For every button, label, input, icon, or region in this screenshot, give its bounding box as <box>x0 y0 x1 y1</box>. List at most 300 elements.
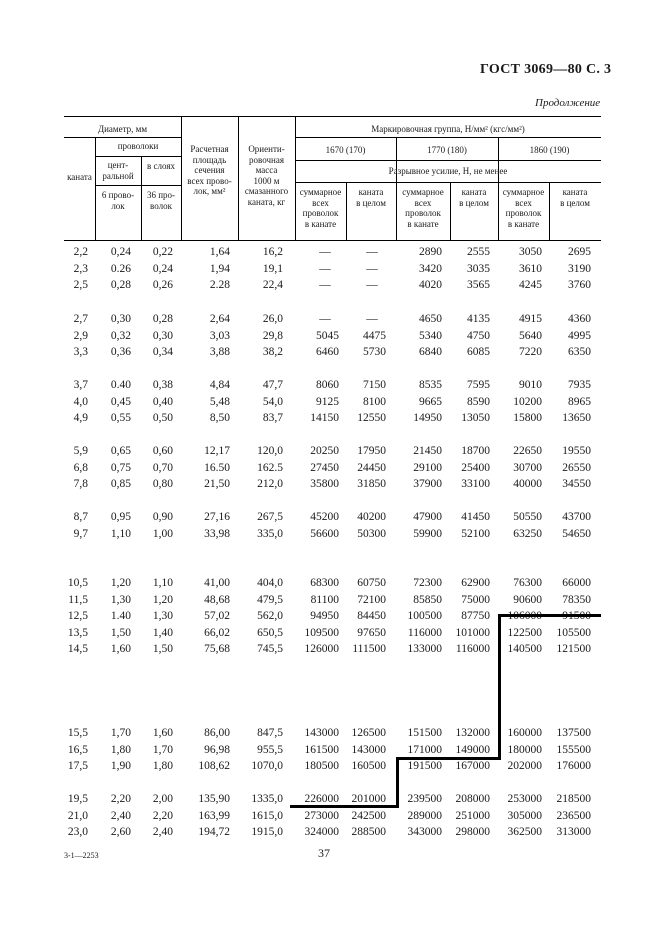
table-cell: 4475 <box>363 329 386 342</box>
table-cell: 15,5 <box>67 727 88 739</box>
table-cell: 62900 <box>461 577 490 589</box>
table-cell: 76300 <box>513 577 542 589</box>
table-cell: 75,68 <box>204 643 230 655</box>
table-cell: 2,5 <box>73 279 88 291</box>
table-cell: 16.50 <box>204 461 230 474</box>
table-cell: 143000 <box>304 727 339 739</box>
table-cell: 1915,0 <box>251 826 283 838</box>
table-cell: — <box>319 246 331 258</box>
table-cell: 288500 <box>351 826 386 838</box>
table-cell: 7220 <box>519 346 542 358</box>
table-cell: 6840 <box>419 346 442 358</box>
table-cell: 30700 <box>513 461 542 474</box>
table-cell: 29100 <box>413 461 442 474</box>
table-cell: 100500 <box>407 610 442 622</box>
table-cell: 135,90 <box>198 793 230 805</box>
table-cell: 105500 <box>556 626 591 639</box>
table-cell: 126000 <box>304 643 339 655</box>
table-cell: 20250 <box>310 445 339 457</box>
table-cell: 22,4 <box>262 279 283 291</box>
table-cell: 5640 <box>519 329 542 342</box>
table-cell: 16,2 <box>262 246 283 258</box>
table-cell: 8535 <box>419 379 442 391</box>
table-cell: 201000 <box>351 793 386 805</box>
table-cell: 1615,0 <box>251 809 283 822</box>
table-cell: 3565 <box>467 279 490 291</box>
table-cell: 2,40 <box>110 809 131 822</box>
table-cell: 1,60 <box>110 643 131 655</box>
header-diameter: Диаметр, мм <box>97 124 148 134</box>
table-cell: 24450 <box>357 461 386 474</box>
table-cell: — <box>319 313 331 325</box>
table-cell: 0,65 <box>110 445 131 457</box>
table-cell: 1,40 <box>152 626 173 639</box>
table-cell: 3190 <box>568 262 591 275</box>
table-cell: 85850 <box>413 593 442 606</box>
table-cell: 180000 <box>507 743 542 756</box>
table-cell: 47,7 <box>262 379 283 391</box>
header-six-wires: 6 прово- лок <box>101 190 135 211</box>
table-cell: 3050 <box>519 246 542 258</box>
table-cell: 4650 <box>419 313 442 325</box>
table-cell: 33,98 <box>204 527 230 540</box>
table-cell: 38,2 <box>262 346 283 358</box>
table-cell: 12550 <box>357 412 386 424</box>
table-cell: 0,26 <box>152 279 173 291</box>
table-cell: 8965 <box>568 395 591 408</box>
table-cell: 121500 <box>556 643 591 655</box>
table-cell: 1,80 <box>152 760 173 772</box>
table-cell: 18700 <box>461 445 490 457</box>
table-cell: 133000 <box>407 643 442 655</box>
table-cell: 15800 <box>513 412 542 424</box>
table-cell: 0,38 <box>152 379 173 391</box>
table-cell: 13650 <box>562 412 591 424</box>
table-cell: 3760 <box>568 279 591 291</box>
table-cell: 116000 <box>407 626 442 639</box>
header-rule <box>95 156 181 157</box>
header-divider <box>95 137 96 240</box>
table-cell: 5,9 <box>73 445 88 457</box>
header-central: цент- ральной <box>102 160 134 181</box>
table-cell: 48,68 <box>204 593 230 606</box>
table-cell: 650,5 <box>257 626 283 639</box>
table-cell: 2555 <box>467 246 490 258</box>
table-cell: 0,40 <box>152 395 173 408</box>
table-cell: 8100 <box>363 395 386 408</box>
table-cell: 149000 <box>455 743 490 756</box>
table-cell: 289000 <box>407 809 442 822</box>
table-cell: 1,10 <box>152 577 173 589</box>
table-cell: 4750 <box>467 329 490 342</box>
table-cell: 0,30 <box>110 313 131 325</box>
table-cell: 5340 <box>419 329 442 342</box>
table-cell: 3,03 <box>209 329 230 342</box>
table-cell: 26,0 <box>262 313 283 325</box>
table-cell: 2,20 <box>110 793 131 805</box>
table-cell: 5,48 <box>209 395 230 408</box>
table-cell: 54650 <box>562 527 591 540</box>
table-cell: 239500 <box>407 793 442 805</box>
table-cell: 0,80 <box>152 478 173 490</box>
table-cell: 562,0 <box>257 610 283 622</box>
table-cell: 63250 <box>513 527 542 540</box>
table-cell: 1,50 <box>110 626 131 639</box>
table-cell: 253000 <box>507 793 542 805</box>
table-cell: 57,02 <box>204 610 230 622</box>
table-cell: 7935 <box>568 379 591 391</box>
table-cell: 180500 <box>304 760 339 772</box>
table-cell: 155500 <box>556 743 591 756</box>
header-thirtysix-wires: 36 про- волок <box>146 190 176 211</box>
table-cell: 3420 <box>419 262 442 275</box>
table-cell: 226000 <box>304 793 339 805</box>
table-cell: 4,9 <box>73 412 88 424</box>
table-cell: 34550 <box>562 478 591 490</box>
table-cell: 1,94 <box>209 262 230 275</box>
header-rule <box>295 137 601 138</box>
table-cell: 45200 <box>310 511 339 523</box>
table-cell: 14150 <box>310 412 339 424</box>
page-number: 37 <box>318 846 330 860</box>
table-cell: 1,10 <box>110 527 131 540</box>
table-cell: 21,0 <box>67 809 88 822</box>
table-cell: 343000 <box>407 826 442 838</box>
header-rule <box>295 182 601 183</box>
table-cell: 0,22 <box>152 246 173 258</box>
table-cell: 11,5 <box>68 593 88 606</box>
table-cell: 0,32 <box>110 329 131 342</box>
boundary-segment <box>396 757 399 807</box>
table-cell: 52100 <box>461 527 490 540</box>
table-cell: 3,88 <box>209 346 230 358</box>
table-cell: 21,50 <box>204 478 230 490</box>
header-rule <box>295 160 601 161</box>
table-cell: 50550 <box>513 511 542 523</box>
table-cell: 101000 <box>455 626 490 639</box>
table-cell: 955,5 <box>257 743 283 756</box>
header-sum-all-wires: суммарное всех проволок в канате <box>402 187 444 229</box>
table-cell: 66000 <box>562 577 591 589</box>
table-cell: 0,45 <box>110 395 131 408</box>
table-cell: 60750 <box>357 577 386 589</box>
table-cell: 43700 <box>562 511 591 523</box>
table-cell: 97650 <box>357 626 386 639</box>
table-cell: 1,00 <box>152 527 173 540</box>
table-cell: 8,50 <box>209 412 230 424</box>
table-cell: 6350 <box>568 346 591 358</box>
table-cell: 33100 <box>461 478 490 490</box>
header-bottom-line <box>64 240 601 241</box>
table-cell: 313000 <box>556 826 591 838</box>
table-cell: 4915 <box>519 313 542 325</box>
header-top-line <box>64 116 601 117</box>
header-rope-whole: каната в целом <box>560 187 590 208</box>
table-cell: 22650 <box>513 445 542 457</box>
table-cell: 13,5 <box>67 626 88 639</box>
table-cell: 5045 <box>316 329 339 342</box>
table-cell: 242500 <box>351 809 386 822</box>
table-cell: 161500 <box>304 743 339 756</box>
table-cell: 126500 <box>351 727 386 739</box>
table-cell: 7,8 <box>73 478 88 490</box>
table-cell: 86,00 <box>204 727 230 739</box>
table-cell: 212,0 <box>257 478 283 490</box>
table-cell: 3035 <box>467 262 490 275</box>
continuation-label: Продолжение <box>535 97 601 109</box>
table-cell: 167000 <box>455 760 490 772</box>
table-cell: 40000 <box>513 478 542 490</box>
table-cell: 4,84 <box>209 379 230 391</box>
table-cell: 19,5 <box>67 793 88 805</box>
table-cell: 298000 <box>455 826 490 838</box>
header-group-1670: 1670 (170) <box>325 145 366 155</box>
table-cell: 0,50 <box>152 412 173 424</box>
table-cell: 273000 <box>304 809 339 822</box>
boundary-segment <box>498 614 601 617</box>
table-cell: 3,3 <box>73 346 88 358</box>
table-cell: 8060 <box>316 379 339 391</box>
table-cell: 19550 <box>562 445 591 457</box>
table-cell: 2,7 <box>73 313 88 325</box>
table-cell: 87750 <box>461 610 490 622</box>
table-cell: 1,60 <box>152 727 173 739</box>
table-cell: 31850 <box>357 478 386 490</box>
table-cell: 0,70 <box>152 461 173 474</box>
table-cell: 251000 <box>455 809 490 822</box>
table-cell: 847,5 <box>257 727 283 739</box>
table-cell: 54,0 <box>262 395 283 408</box>
table-cell: 0,60 <box>152 445 173 457</box>
table-cell: 7595 <box>467 379 490 391</box>
table-cell: 0,85 <box>110 478 131 490</box>
table-cell: 4995 <box>568 329 591 342</box>
table-cell: 0,95 <box>110 511 131 523</box>
table-cell: 0,28 <box>152 313 173 325</box>
table-cell: 9010 <box>519 379 542 391</box>
table-cell: 0,28 <box>110 279 131 291</box>
table-cell: 218500 <box>556 793 591 805</box>
header-rope: каната <box>67 172 92 182</box>
table-cell: 132000 <box>455 727 490 739</box>
table-cell: 0,36 <box>110 346 131 358</box>
table-cell: 2,2 <box>73 246 88 258</box>
table-cell: 1.40 <box>110 610 131 622</box>
footer-code: 3-1—2253 <box>64 851 99 860</box>
table-cell: 17,5 <box>67 760 88 772</box>
table-cell: 4360 <box>568 313 591 325</box>
table-cell: 7150 <box>363 379 386 391</box>
header-rule <box>95 185 181 186</box>
header-breaking-force: Разрывное усилие, Н, не менее <box>388 166 508 176</box>
table-cell: 19,1 <box>262 262 283 275</box>
table-cell: 81100 <box>310 593 339 606</box>
table-cell: 56600 <box>310 527 339 540</box>
table-cell: 96,98 <box>204 743 230 756</box>
table-cell: 12,17 <box>204 445 230 457</box>
table-cell: 0,30 <box>152 329 173 342</box>
header-group-1770: 1770 (180) <box>427 145 467 155</box>
table-cell: 160500 <box>351 760 386 772</box>
table-cell: 4,0 <box>73 395 88 408</box>
table-cell: 41450 <box>461 511 490 523</box>
header-group-1860: 1860 (190) <box>529 145 570 155</box>
table-cell: 137500 <box>556 727 591 739</box>
table-cell: 26550 <box>562 461 591 474</box>
table-cell: 0,34 <box>152 346 173 358</box>
table-cell: 160000 <box>507 727 542 739</box>
table-cell: 162.5 <box>257 461 283 474</box>
header-marking-group: Маркировочная группа, Н/мм² (кгс/мм²) <box>371 124 525 134</box>
table-cell: 37900 <box>413 478 442 490</box>
header-rope-whole: каната в целом <box>356 187 386 208</box>
table-cell: 2,20 <box>152 809 173 822</box>
table-cell: 324000 <box>304 826 339 838</box>
table-cell: 335,0 <box>257 527 283 540</box>
table-cell: 2,60 <box>110 826 131 838</box>
table-cell: 1,20 <box>152 593 173 606</box>
table-cell: 72300 <box>413 577 442 589</box>
table-cell: 3,7 <box>73 379 88 391</box>
table-cell: 9665 <box>419 395 442 408</box>
table-cell: 1,50 <box>152 643 173 655</box>
table-cell: 1,90 <box>110 760 131 772</box>
table-cell: 1,70 <box>152 743 173 756</box>
table-cell: 0,75 <box>110 461 131 474</box>
header-in-layers: в слоях <box>147 161 175 171</box>
table-cell: 362500 <box>507 826 542 838</box>
table-cell: 8590 <box>467 395 490 408</box>
table-cell: 8,7 <box>73 511 88 523</box>
table-cell: — <box>366 279 378 291</box>
table-cell: 479,5 <box>257 593 283 606</box>
table-cell: 78350 <box>562 593 591 606</box>
table-cell: 404,0 <box>257 577 283 589</box>
table-cell: 2.28 <box>209 279 230 291</box>
table-cell: 9,7 <box>73 527 88 540</box>
table-cell: — <box>366 262 378 275</box>
table-cell: 6460 <box>316 346 339 358</box>
table-cell: 108,62 <box>198 760 230 772</box>
table-cell: 2695 <box>568 246 591 258</box>
table-cell: — <box>366 313 378 325</box>
table-cell: 35800 <box>310 478 339 490</box>
table-cell: 27450 <box>310 461 339 474</box>
table-cell: 171000 <box>407 743 442 756</box>
table-cell: 2,64 <box>209 313 230 325</box>
table-cell: 66,02 <box>204 626 230 639</box>
table-cell: 40200 <box>357 511 386 523</box>
table-cell: 14950 <box>413 412 442 424</box>
table-cell: 13050 <box>461 412 490 424</box>
table-cell: 151500 <box>407 727 442 739</box>
table-cell: 47900 <box>413 511 442 523</box>
table-cell: 10,5 <box>67 577 88 589</box>
table-cell: 0,24 <box>110 246 131 258</box>
table-cell: 191500 <box>407 760 442 772</box>
table-cell: 4245 <box>519 279 542 291</box>
table-cell: 9125 <box>316 395 339 408</box>
table-cell: 1,64 <box>209 246 230 258</box>
table-cell: 94950 <box>310 610 339 622</box>
table-cell: 23,0 <box>67 826 88 838</box>
table-cell: 267,5 <box>257 511 283 523</box>
boundary-segment <box>396 757 501 760</box>
table-cell: 4020 <box>419 279 442 291</box>
table-cell: 90600 <box>513 593 542 606</box>
table-cell: 116000 <box>455 643 490 655</box>
table-cell: 25400 <box>461 461 490 474</box>
table-cell: 27,16 <box>204 511 230 523</box>
table-cell: 75000 <box>461 593 490 606</box>
table-cell: — <box>366 246 378 258</box>
table-cell: 0,55 <box>110 412 131 424</box>
table-cell: 21450 <box>413 445 442 457</box>
table-cell: 111500 <box>352 643 386 655</box>
table-cell: 2,9 <box>73 329 88 342</box>
table-cell: 59900 <box>413 527 442 540</box>
table-cell: 208000 <box>455 793 490 805</box>
table-cell: 1,30 <box>110 593 131 606</box>
table-cell: 0,24 <box>152 262 173 275</box>
table-cell: 50300 <box>357 527 386 540</box>
table-cell: 1335,0 <box>251 793 283 805</box>
table-cell: 12,5 <box>67 610 88 622</box>
table-cell: 2,40 <box>152 826 173 838</box>
table-cell: 120,0 <box>257 445 283 457</box>
table-cell: 14,5 <box>67 643 88 655</box>
table-cell: 68300 <box>310 577 339 589</box>
table-cell: 17950 <box>357 445 386 457</box>
table-cell: 140500 <box>507 643 542 655</box>
table-cell: 2,3 <box>73 262 88 275</box>
table-cell: — <box>319 279 331 291</box>
table-cell: 1070,0 <box>251 760 283 772</box>
table-cell: 6,8 <box>73 461 88 474</box>
header-rope-whole: каната в целом <box>459 187 489 208</box>
boundary-segment <box>290 805 399 808</box>
table-cell: 194,72 <box>198 826 230 838</box>
table-cell: 72100 <box>357 593 386 606</box>
header-sum-all-wires: суммарное всех проволок в канате <box>502 187 545 229</box>
table-cell: 84450 <box>357 610 386 622</box>
table-cell: 109500 <box>304 626 339 639</box>
table-cell: — <box>319 262 331 275</box>
table-cell: 29,8 <box>262 329 283 342</box>
table-cell: 2890 <box>419 246 442 258</box>
table-cell: 1,30 <box>152 610 173 622</box>
table-cell: 6085 <box>467 346 490 358</box>
table-cell: 202000 <box>507 760 542 772</box>
table-cell: 0,90 <box>152 511 173 523</box>
table-cell: 305000 <box>507 809 542 822</box>
table-cell: 5730 <box>363 346 386 358</box>
header-cross-section: Расчетная площадь сечения всех прово- лок, мм² <box>187 144 232 196</box>
table-cell: 745,5 <box>257 643 283 655</box>
table-cell: 1,70 <box>110 727 131 739</box>
doc-title: ГОСТ 3069—80 С. 3 <box>480 62 612 77</box>
table-cell: 0.40 <box>110 379 131 391</box>
table-cell: 2,00 <box>152 793 173 805</box>
table-cell: 143000 <box>351 743 386 756</box>
table-cell: 1,20 <box>110 577 131 589</box>
boundary-segment <box>498 614 501 760</box>
header-wires: проволоки <box>117 141 159 151</box>
table-cell: 236500 <box>556 809 591 822</box>
table-cell: 163,99 <box>198 809 230 822</box>
table-cell: 1,80 <box>110 743 131 756</box>
table-cell: 16,5 <box>67 743 88 756</box>
